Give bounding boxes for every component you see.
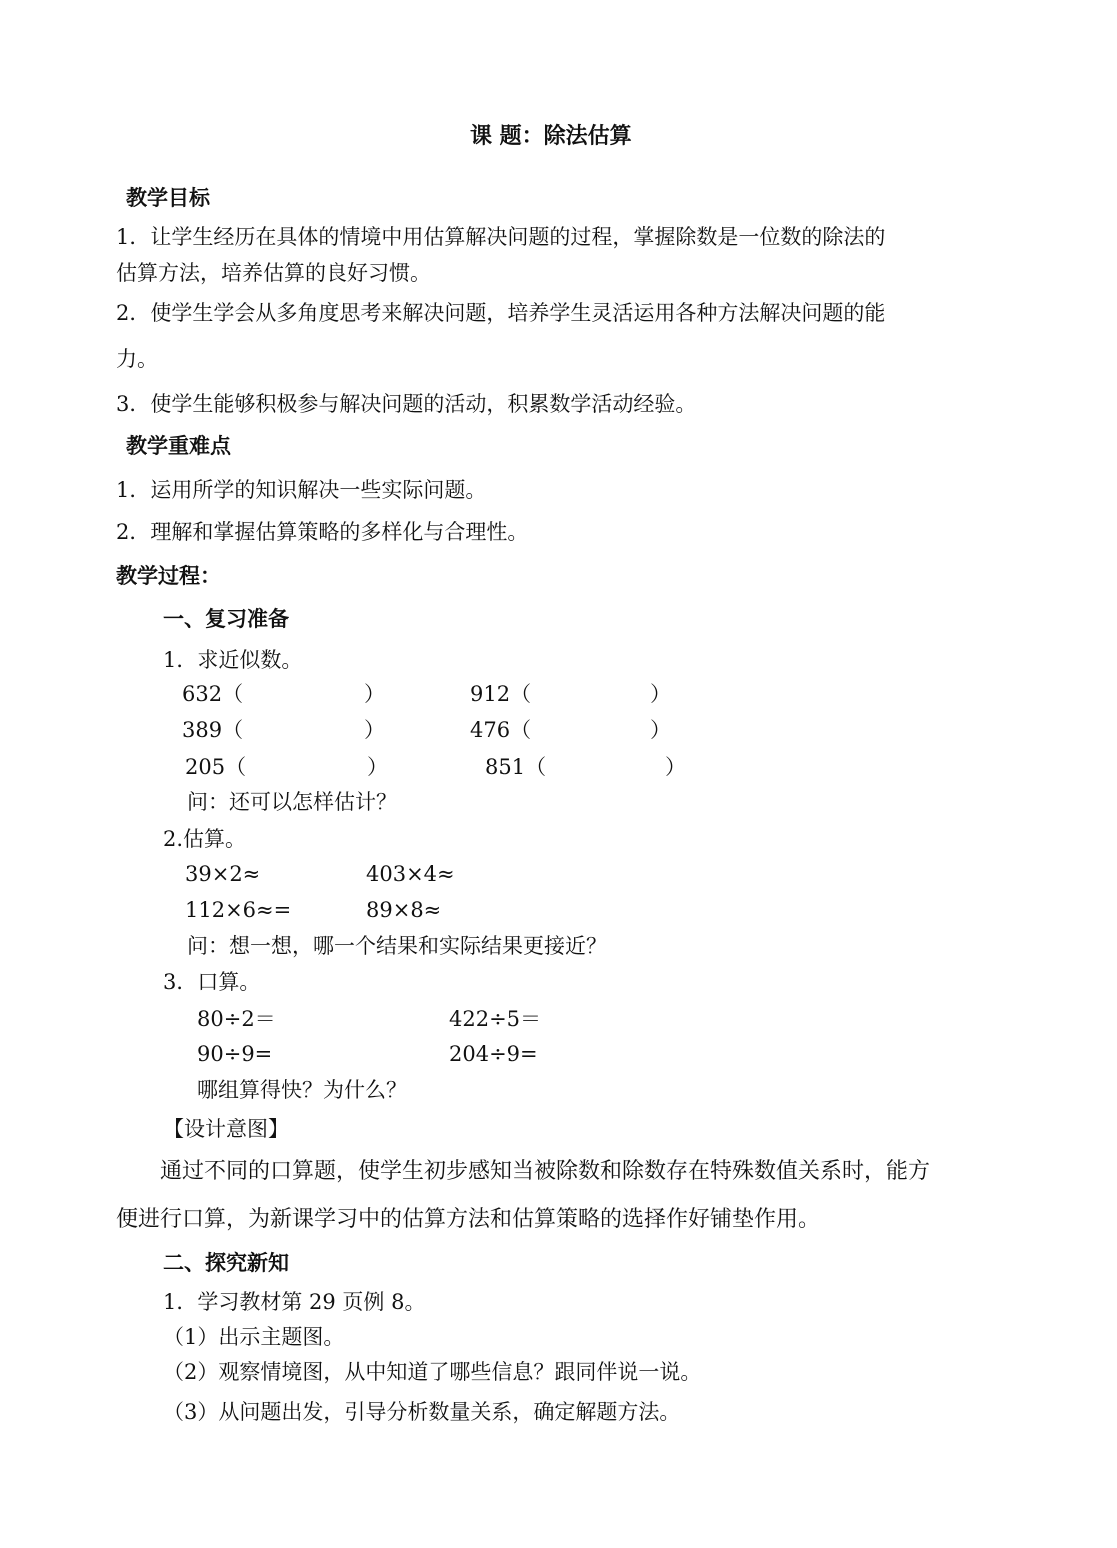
question-3: 哪组算得快？为什么？ xyxy=(197,1078,407,1102)
page-title: 课 题：除法估算 xyxy=(470,123,632,149)
section-2-sub-3: （3）从问题出发，引导分析数量关系，确定解题方法。 xyxy=(163,1400,681,1424)
question-1: 问：还可以怎样估计？ xyxy=(187,790,397,814)
key-points-heading: 教学重难点 xyxy=(126,433,231,458)
task-1-label: 1．求近似数。 xyxy=(163,648,303,672)
goals-item-1-line-2: 估算方法，培养估算的良好习惯。 xyxy=(116,261,431,285)
approx-row-3-right: 851（ xyxy=(485,755,547,779)
approx-row-1-right-close: ） xyxy=(650,682,671,706)
process-heading: 教学过程： xyxy=(116,563,221,588)
design-intent-line-2: 便进行口算，为新课学习中的估算方法和估算策略的选择作好铺垫作用。 xyxy=(116,1207,821,1232)
mental-row-1-right: 422÷5＝ xyxy=(449,1007,542,1031)
section-2-item-1: 1．学习教材第 29 页例 8。 xyxy=(163,1290,426,1314)
estimate-row-2-left: 112×6≈= xyxy=(185,898,292,922)
approx-row-2-right-close: ） xyxy=(650,718,671,742)
goals-item-3: 3．使学生能够积极参与解决问题的活动，积累数学活动经验。 xyxy=(116,392,697,416)
approx-row-1-left: 632（ xyxy=(182,682,244,706)
approx-row-1-right: 912（ xyxy=(470,682,532,706)
key-points-item-2: 2．理解和掌握估算策略的多样化与合理性。 xyxy=(116,520,529,544)
mental-row-1-left: 80÷2＝ xyxy=(197,1007,276,1031)
section-2-heading: 二、探究新知 xyxy=(163,1250,289,1275)
approx-row-2-left-close: ） xyxy=(364,718,385,742)
approx-row-1-left-close: ） xyxy=(364,682,385,706)
mental-row-2-left: 90÷9= xyxy=(197,1042,273,1066)
approx-row-3-right-close: ） xyxy=(665,755,686,779)
task-2-label: 2.估算。 xyxy=(163,827,247,851)
key-points-item-1: 1．运用所学的知识解决一些实际问题。 xyxy=(116,478,487,502)
task-3-label: 3．口算。 xyxy=(163,970,261,994)
approx-row-2-right: 476（ xyxy=(470,718,532,742)
goals-heading: 教学目标 xyxy=(126,185,210,210)
design-intent-line-1: 通过不同的口算题，使学生初步感知当被除数和除数存在特殊数值关系时，能方 xyxy=(160,1159,931,1184)
estimate-row-2-right: 89×8≈ xyxy=(366,898,442,922)
section-2-sub-1: （1）出示主题图。 xyxy=(163,1325,345,1349)
section-1-heading: 一、复习准备 xyxy=(163,606,289,631)
section-2-sub-2: （2）观察情境图，从中知道了哪些信息？跟同伴说一说。 xyxy=(163,1360,702,1384)
goals-item-2-line-1: 2．使学生学会从多角度思考来解决问题，培养学生灵活运用各种方法解决问题的能 xyxy=(116,301,886,325)
question-2: 问：想一想，哪一个结果和实际结果更接近？ xyxy=(187,934,607,958)
estimate-row-1-right: 403×4≈ xyxy=(366,862,455,886)
goals-item-1-line-1: 1．让学生经历在具体的情境中用估算解决问题的过程，掌握除数是一位数的除法的 xyxy=(116,225,886,249)
estimate-row-1-left: 39×2≈ xyxy=(185,862,261,886)
design-intent-label: 【设计意图】 xyxy=(163,1117,289,1141)
approx-row-3-left: 205（ xyxy=(185,755,247,779)
approx-row-3-left-close: ） xyxy=(367,755,388,779)
mental-row-2-right: 204÷9= xyxy=(449,1042,538,1066)
goals-item-2-line-2: 力。 xyxy=(116,347,158,371)
approx-row-2-left: 389（ xyxy=(182,718,244,742)
